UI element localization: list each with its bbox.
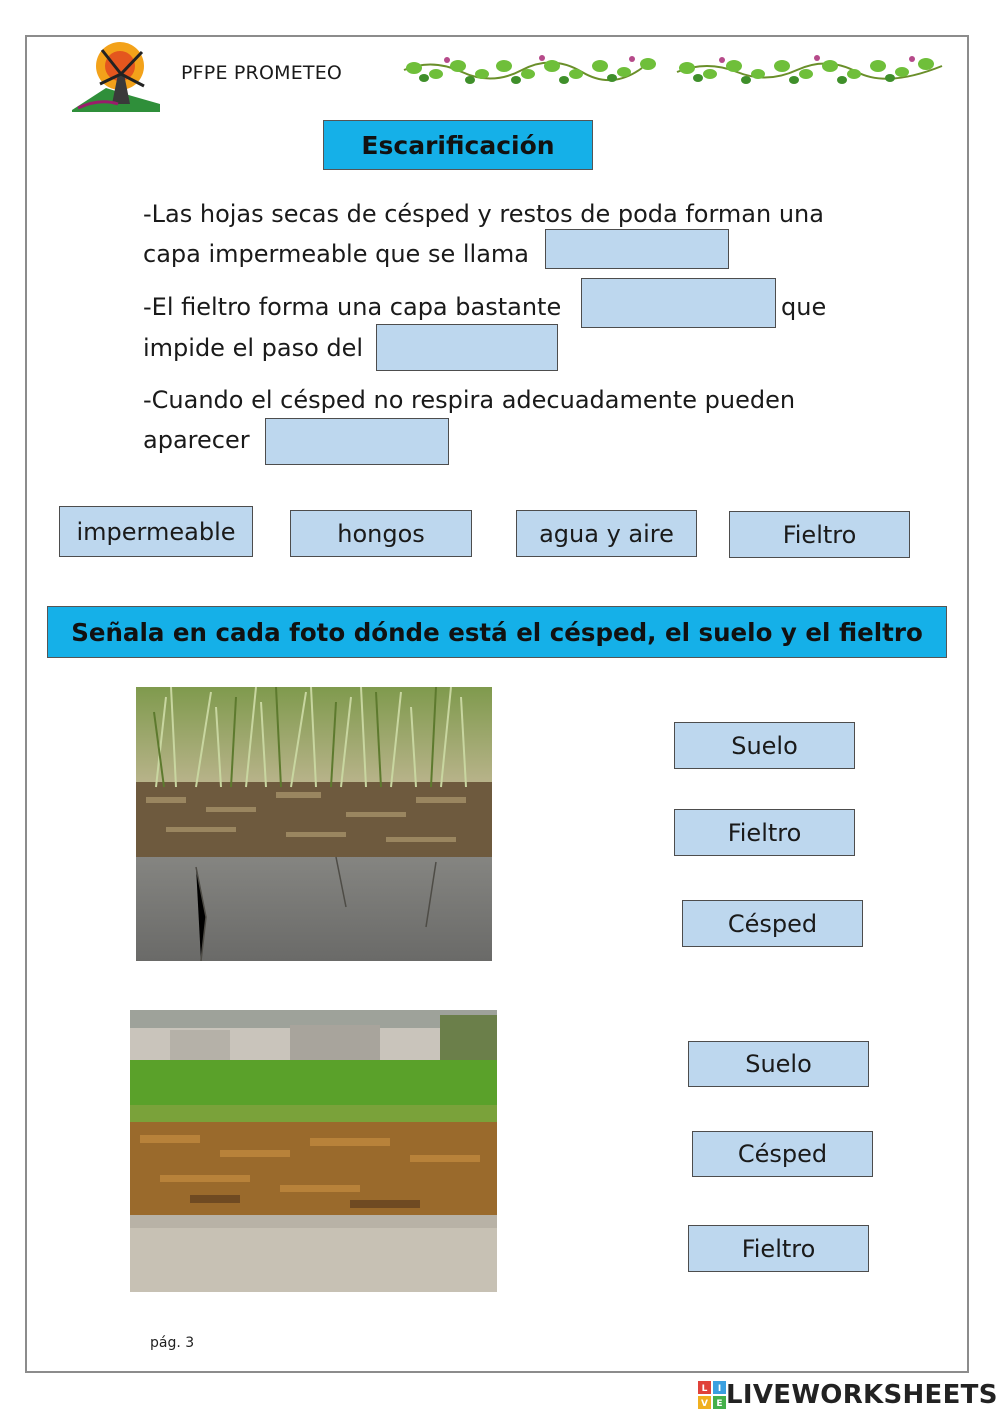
svg-text:E: E — [716, 1399, 723, 1409]
photo1-label-fieltro[interactable]: Fieltro — [674, 809, 855, 856]
question-2-line-1b: que — [781, 293, 827, 321]
liveworksheets-badge-icon — [698, 1381, 726, 1409]
photo1-label-suelo[interactable]: Suelo — [674, 722, 855, 769]
answer-blank-1[interactable] — [545, 229, 729, 269]
svg-text:I: I — [717, 1384, 722, 1394]
answer-blank-2[interactable] — [581, 278, 776, 328]
section-2-title: Señala en cada foto dónde está el césped, el suelo y el fieltro — [47, 606, 947, 658]
question-3-line-1: -Cuando el césped no respira adecuadamente pueden — [143, 386, 796, 414]
question-3-line-2: aparecer — [143, 426, 250, 454]
page-number: pág. 3 — [150, 1335, 195, 1351]
svg-text:V: V — [701, 1399, 708, 1409]
question-2-line-1a: -El fieltro forma una capa bastante — [143, 293, 562, 321]
question-2-line-2: impide el paso del — [143, 334, 364, 362]
photo2-label-suelo[interactable]: Suelo — [688, 1041, 869, 1087]
windmill-logo-icon — [72, 38, 162, 118]
brand-name: LIVEWORKSHEETS — [726, 1380, 998, 1410]
photo1-label-cesped[interactable]: Césped — [682, 900, 863, 947]
question-1-line-1: -Las hojas secas de césped y restos de poda forman una — [143, 200, 824, 228]
word-chip-agua-y-aire[interactable]: agua y aire — [516, 510, 697, 557]
school-name: PFPE PROMETEO — [181, 62, 343, 84]
word-chip-impermeable[interactable]: impermeable — [59, 506, 253, 557]
photo2-label-cesped[interactable]: Césped — [692, 1131, 873, 1177]
liveworksheets-brand — [698, 1378, 998, 1412]
svg-text:L: L — [701, 1384, 708, 1394]
word-chip-hongos[interactable]: hongos — [290, 510, 472, 557]
question-1-line-2: capa impermeable que se llama — [143, 240, 529, 268]
turf-core-photo — [136, 687, 492, 961]
photo2-label-fieltro[interactable]: Fieltro — [688, 1225, 869, 1272]
page-title: Escarificación — [323, 120, 593, 170]
answer-blank-4[interactable] — [265, 418, 449, 465]
ivy-vine-decoration-icon — [402, 50, 947, 90]
word-chip-fieltro[interactable]: Fieltro — [729, 511, 910, 558]
lawn-cross-section-photo — [130, 1010, 497, 1292]
answer-blank-3[interactable] — [376, 324, 558, 371]
